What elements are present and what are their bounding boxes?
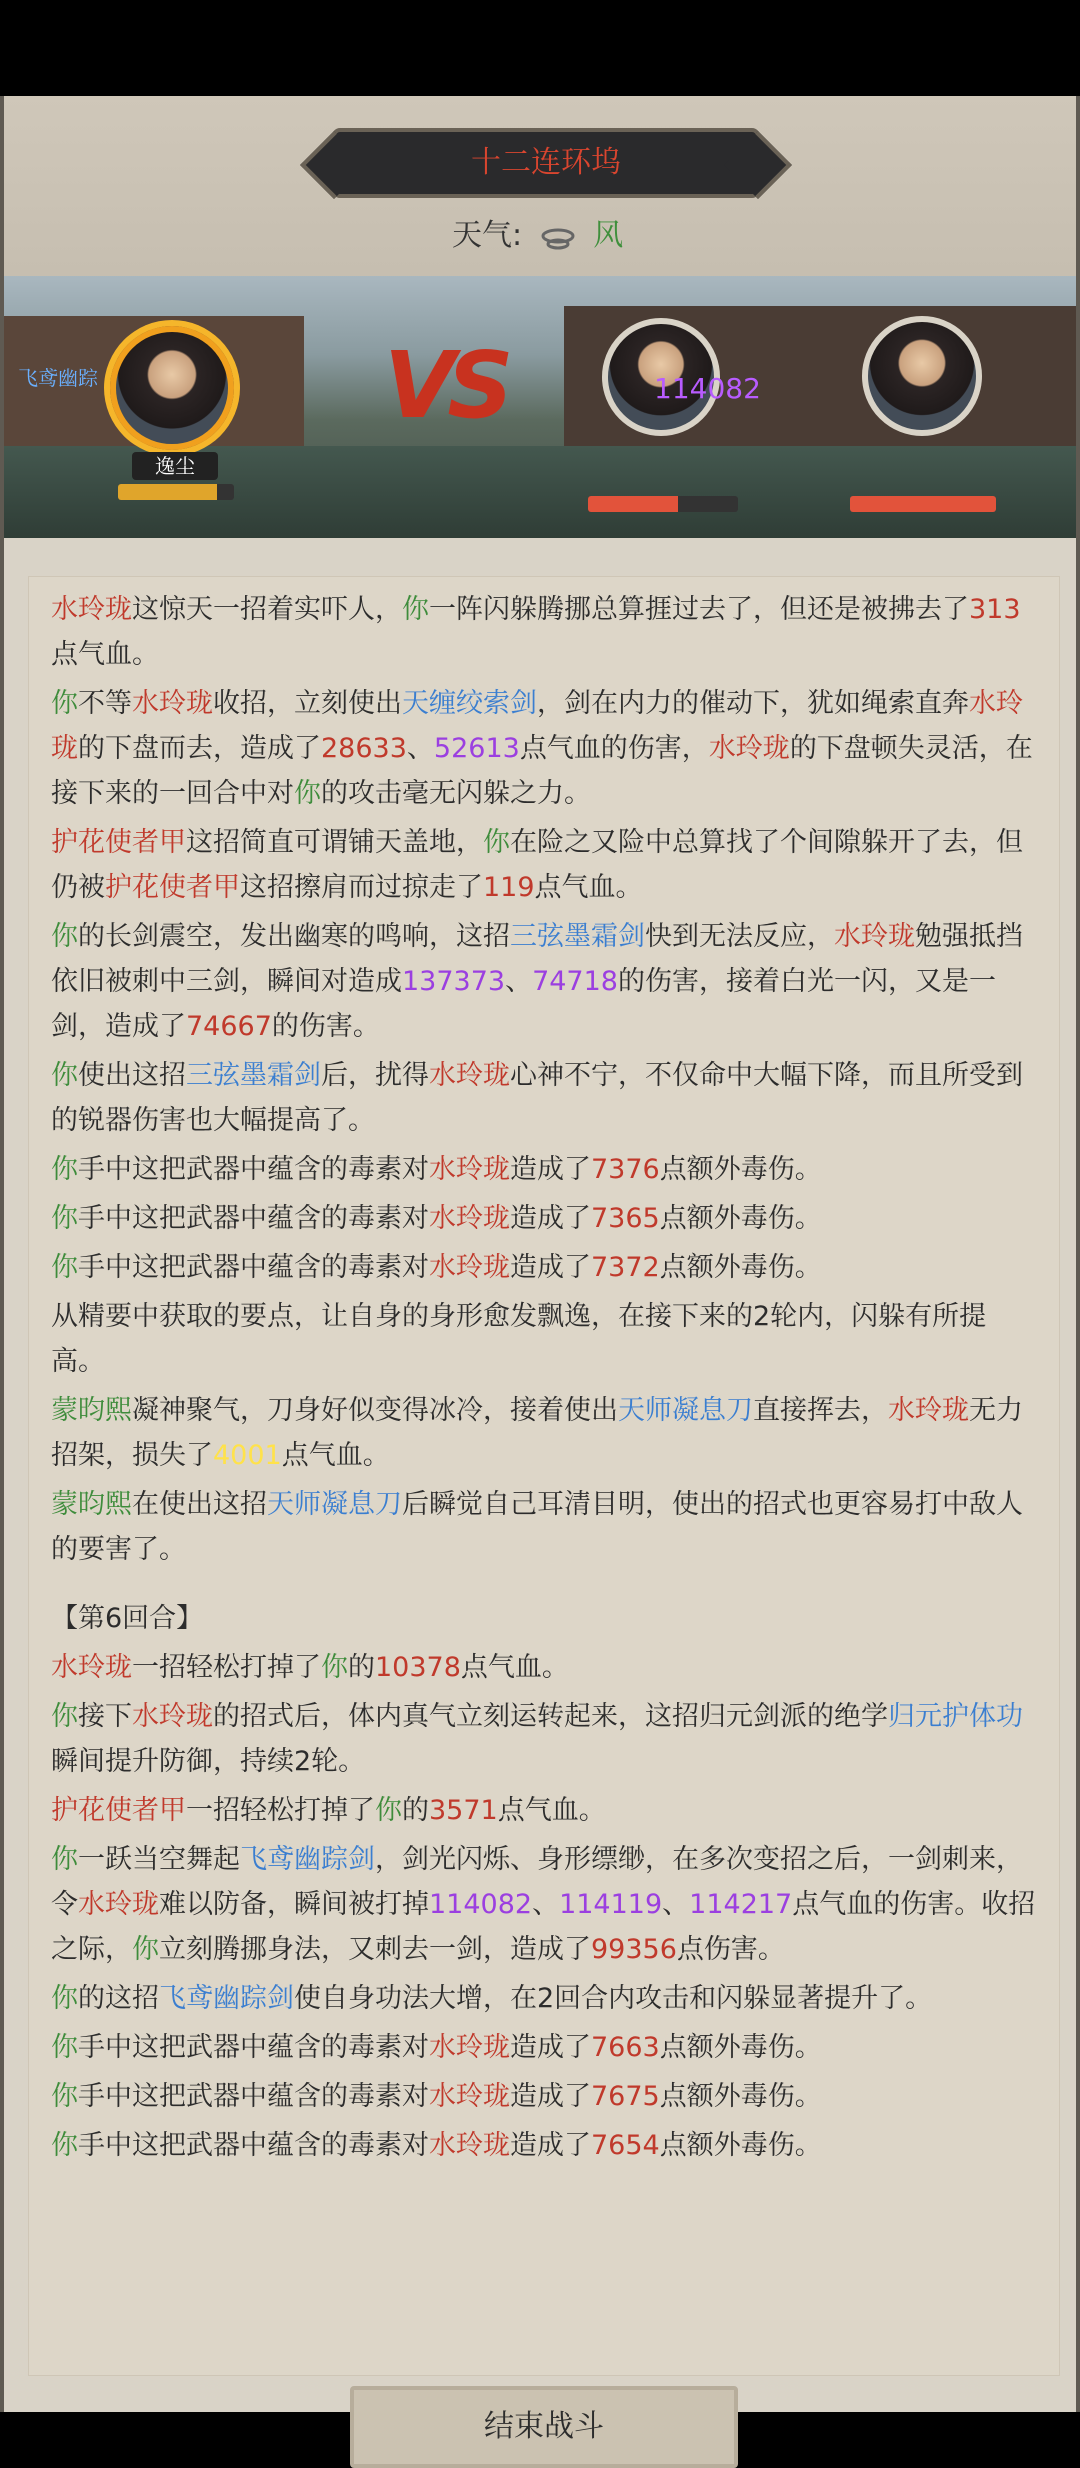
log-segment: 你 (132, 1934, 159, 1965)
log-segment: 你 (51, 1060, 78, 1091)
status-bar (0, 0, 1080, 96)
log-segment: 水玲珑 (708, 733, 790, 764)
header (4, 96, 1076, 276)
log-segment: 立刻腾挪身法，又刺去一剑，造成了 (159, 1934, 591, 1965)
log-segment: 天师凝息刀 (618, 1395, 753, 1426)
log-segment: 归元护体功 (888, 1701, 1023, 1732)
log-segment: 、 (532, 1889, 560, 1920)
log-segment: 的长剑震空，发出幽寒的鸣响，这招 (78, 921, 510, 952)
enemy-portrait-2[interactable] (862, 316, 982, 436)
log-segment: 7654 (591, 2130, 660, 2161)
log-segment: 水玲珑 (429, 1252, 510, 1283)
log-segment: 的伤害，接着白光一闪，又是一剑，造成了 (51, 966, 996, 1042)
log-segment: 在险之又险中总算找了个间隙躲开了去，但仍被 (51, 827, 1023, 903)
log-segment: 水玲珑 (132, 688, 213, 719)
log-segment: 护花使者甲 (51, 1795, 186, 1826)
log-segment: 造成了 (510, 1203, 591, 1234)
log-segment: 点额外毒伤。 (659, 1154, 822, 1185)
log-segment: 的伤害。 (271, 1011, 380, 1042)
log-segment: 手中这把武器中蕴含的毒素对 (78, 2130, 429, 2161)
log-segment: 点气血。 (460, 1652, 569, 1683)
log-entry (51, 1245, 1037, 1290)
log-segment: 你 (51, 2130, 78, 2161)
log-segment: 你 (51, 688, 78, 719)
log-segment: 手中这把武器中蕴含的毒素对 (78, 1154, 429, 1185)
log-segment: ，剑在内力的催动下，犹如绳索直奔 (537, 688, 969, 719)
log-entry (51, 1694, 1037, 1784)
log-segment: 水玲珑 (429, 2032, 510, 2063)
log-segment: 飞鸢幽踪剑 (159, 1983, 294, 2014)
log-segment: 你 (483, 827, 510, 858)
log-segment: 造成了 (510, 2032, 591, 2063)
log-segment: 点气血。 (281, 1440, 390, 1471)
log-entry (51, 1788, 1037, 1833)
log-segment: 你 (402, 594, 429, 625)
log-segment: 手中这把武器中蕴含的毒素对 (78, 1203, 429, 1234)
log-segment: 造成了 (510, 2130, 591, 2161)
log-segment: 、 (662, 1889, 690, 1920)
log-segment: 难以防备，瞬间被打掉 (159, 1889, 429, 1920)
log-entry (51, 1482, 1037, 1572)
log-segment: 114217 (689, 1889, 793, 1920)
log-segment: 7376 (591, 1154, 660, 1185)
log-segment: 点气血的伤害， (519, 733, 709, 764)
log-entry (51, 1147, 1037, 1192)
log-segment: 114119 (559, 1889, 663, 1920)
log-segment: 你 (375, 1795, 402, 1826)
log-segment: 的下盘顿失灵活，在接下来的一回合中对 (51, 733, 1033, 809)
log-segment: 快到无法反应， (645, 921, 834, 952)
log-segment: 点额外毒伤。 (659, 2032, 822, 2063)
log-segment: 水玲珑 (51, 1652, 132, 1683)
log-segment: 7675 (591, 2081, 660, 2112)
log-segment: 你 (321, 1652, 348, 1683)
player-hp-bar (118, 484, 234, 500)
location-title-plate (332, 128, 760, 198)
log-segment: 313 (969, 594, 1021, 625)
log-segment: 3571 (429, 1795, 498, 1826)
log-segment: 、 (505, 966, 533, 997)
log-segment: 水玲珑 (429, 2130, 510, 2161)
log-segment: 你 (51, 2032, 78, 2063)
log-segment: 接下 (78, 1701, 132, 1732)
log-segment: 心神不宁，不仅命中大幅下降，而且所受到的锐器伤害也大幅提高了。 (51, 1060, 1023, 1136)
log-entry (51, 1976, 1037, 2021)
weather-row (452, 214, 623, 258)
log-entry (51, 2025, 1037, 2070)
log-segment: 点额外毒伤。 (659, 1203, 822, 1234)
log-segment: 点气血。 (497, 1795, 606, 1826)
location-title: 十二连环坞 (471, 145, 621, 180)
log-segment: ，剑光闪烁、身形缥缈，在多次变招之后，一剑刺来，令 (51, 1844, 1023, 1920)
weather-value: 风 (593, 218, 624, 253)
log-segment: 水玲珑 (429, 1203, 510, 1234)
log-segment: 你 (51, 1203, 78, 1234)
log-segment: 不等 (78, 688, 132, 719)
log-entry (51, 1294, 1037, 1384)
weather-label: 天气: (452, 218, 523, 253)
log-segment: 从精要中获取的要点，让自身的身形愈发飘逸，在接下来的2轮内，闪躲有所提高。 (51, 1301, 987, 1377)
log-entry (51, 1053, 1037, 1143)
log-segment: 水玲珑 (429, 2081, 510, 2112)
log-segment: 护花使者甲 (105, 872, 240, 903)
log-segment: 造成了 (510, 1154, 591, 1185)
battle-log[interactable] (28, 576, 1060, 2376)
log-segment: 4001 (213, 1440, 282, 1471)
log-segment: 点气血。 (534, 872, 643, 903)
log-segment: 的 (402, 1795, 429, 1826)
log-segment: 造成了 (510, 1252, 591, 1283)
log-segment: 28633 (321, 733, 407, 764)
log-segment: 水玲珑 (888, 1395, 969, 1426)
log-segment: 点气血的伤害。收招之际， (51, 1889, 1036, 1965)
enemy1-hp-bar (588, 496, 738, 512)
log-segment: 水玲珑 (51, 594, 132, 625)
log-entry (51, 2123, 1037, 2168)
log-segment: 点额外毒伤。 (659, 2081, 822, 2112)
log-segment: 的下盘而去，造成了 (78, 733, 321, 764)
log-segment: 水玲珑 (132, 1701, 213, 1732)
log-segment: 7365 (591, 1203, 660, 1234)
log-segment: 119 (483, 872, 535, 903)
log-segment: 99356 (591, 1934, 677, 1965)
log-segment: 你 (51, 921, 78, 952)
log-round-5 (51, 587, 1037, 1572)
log-segment: 、 (406, 733, 434, 764)
end-battle-button[interactable]: 结束战斗 (350, 2386, 738, 2468)
log-segment: 114082 (429, 1889, 533, 1920)
wind-swirl-icon (540, 223, 576, 251)
log-segment: 7663 (591, 2032, 660, 2063)
log-segment: 勉强抵挡依旧被刺中三剑，瞬间对造成 (51, 921, 1023, 997)
log-segment: 这惊天一招着实吓人， (132, 594, 402, 625)
log-segment: 收招，立刻使出 (213, 688, 402, 719)
log-segment: 52613 (433, 733, 520, 764)
log-segment: 手中这把武器中蕴含的毒素对 (78, 2081, 429, 2112)
log-entry (51, 1837, 1037, 1972)
log-entry (51, 2074, 1037, 2119)
log-segment: 凝神聚气，刀身好似变得冰冷，接着使出 (132, 1395, 618, 1426)
log-segment: 蒙昀熙 (51, 1395, 132, 1426)
log-segment: 的这招 (78, 1983, 159, 2014)
log-segment: 点额外毒伤。 (659, 1252, 822, 1283)
log-segment: 7372 (591, 1252, 660, 1283)
log-segment: 天师凝息刀 (267, 1489, 402, 1520)
battle-scene (4, 276, 1076, 538)
player-name: 逸尘 (132, 452, 218, 480)
log-segment: 10378 (375, 1652, 461, 1683)
log-segment: 这招简直可谓铺天盖地， (186, 827, 483, 858)
log-entry (51, 1196, 1037, 1241)
log-segment: 在使出这招 (132, 1489, 267, 1520)
log-segment: 一跃当空舞起 (78, 1844, 240, 1875)
log-segment: 这招擦肩而过掠走了 (240, 872, 483, 903)
log-segment: 点气血。 (51, 639, 159, 670)
log-round-6 (51, 1645, 1037, 2168)
log-segment: 你 (51, 1844, 78, 1875)
log-segment: 三弦墨霜剑 (186, 1060, 321, 1091)
log-segment: 点伤害。 (676, 1934, 785, 1965)
player-portrait[interactable] (110, 326, 234, 450)
log-entry (51, 914, 1037, 1049)
log-segment: 后瞬觉自己耳清目明，使出的招式也更容易打中敌人的要害了。 (51, 1489, 1023, 1565)
log-entry (51, 681, 1037, 816)
round-label: 【第6回合】 (51, 1603, 204, 1634)
log-segment: 手中这把武器中蕴含的毒素对 (78, 2032, 429, 2063)
floating-damage: 114082 (654, 372, 761, 405)
log-segment: 的 (348, 1652, 375, 1683)
log-segment: 后，扰得 (321, 1060, 429, 1091)
log-segment: 的招式后，体内真气立刻运转起来，这招归元剑派的绝学 (213, 1701, 888, 1732)
vs-emblem: VS (384, 332, 506, 439)
log-segment: 74667 (186, 1011, 272, 1042)
log-segment: 137373 (402, 966, 506, 997)
log-segment: 直接挥去， (753, 1395, 888, 1426)
log-segment: 天缠绞索剑 (402, 688, 537, 719)
log-entry (51, 587, 1037, 677)
log-segment: 使出这招 (78, 1060, 186, 1091)
log-segment: 水玲珑 (78, 1889, 159, 1920)
log-segment: 无力招架，损失了 (51, 1395, 1023, 1471)
log-segment: 护花使者甲 (51, 827, 186, 858)
log-segment: 瞬间提升防御，持续2轮。 (51, 1746, 366, 1777)
log-segment: 你 (51, 1701, 78, 1732)
log-segment: 你 (51, 1983, 78, 2014)
log-segment: 一阵闪躲腾挪总算捱过去了，但还是被拂去了 (429, 594, 969, 625)
log-entry (51, 820, 1037, 910)
log-segment: 三弦墨霜剑 (510, 921, 645, 952)
log-segment: 你 (51, 1252, 78, 1283)
battle-window (0, 96, 1080, 2444)
log-segment: 74718 (532, 966, 618, 997)
log-segment: 造成了 (510, 2081, 591, 2112)
log-segment: 你 (294, 778, 321, 809)
log-segment: 你 (51, 1154, 78, 1185)
log-segment: 飞鸢幽踪剑 (240, 1844, 375, 1875)
log-segment: 的攻击毫无闪躲之力。 (321, 778, 591, 809)
log-entry (51, 1388, 1037, 1478)
log-segment: 一招轻松打掉了 (186, 1795, 375, 1826)
enemy2-hp-bar (850, 496, 996, 512)
log-segment: 点额外毒伤。 (659, 2130, 822, 2161)
log-segment: 水玲珑 (429, 1060, 510, 1091)
log-entry (51, 1645, 1037, 1690)
log-segment: 蒙昀熙 (51, 1489, 132, 1520)
log-segment: 水玲珑 (51, 688, 1023, 764)
log-segment: 手中这把武器中蕴含的毒素对 (78, 1252, 429, 1283)
skill-tag: 飞鸢幽踪 (18, 366, 98, 390)
log-segment: 一招轻松打掉了 (132, 1652, 321, 1683)
log-segment: 使自身功法大增，在2回合内攻击和闪躲显著提升了。 (294, 1983, 933, 2014)
log-segment: 水玲珑 (834, 921, 915, 952)
log-segment: 你 (51, 2081, 78, 2112)
log-segment: 水玲珑 (429, 1154, 510, 1185)
